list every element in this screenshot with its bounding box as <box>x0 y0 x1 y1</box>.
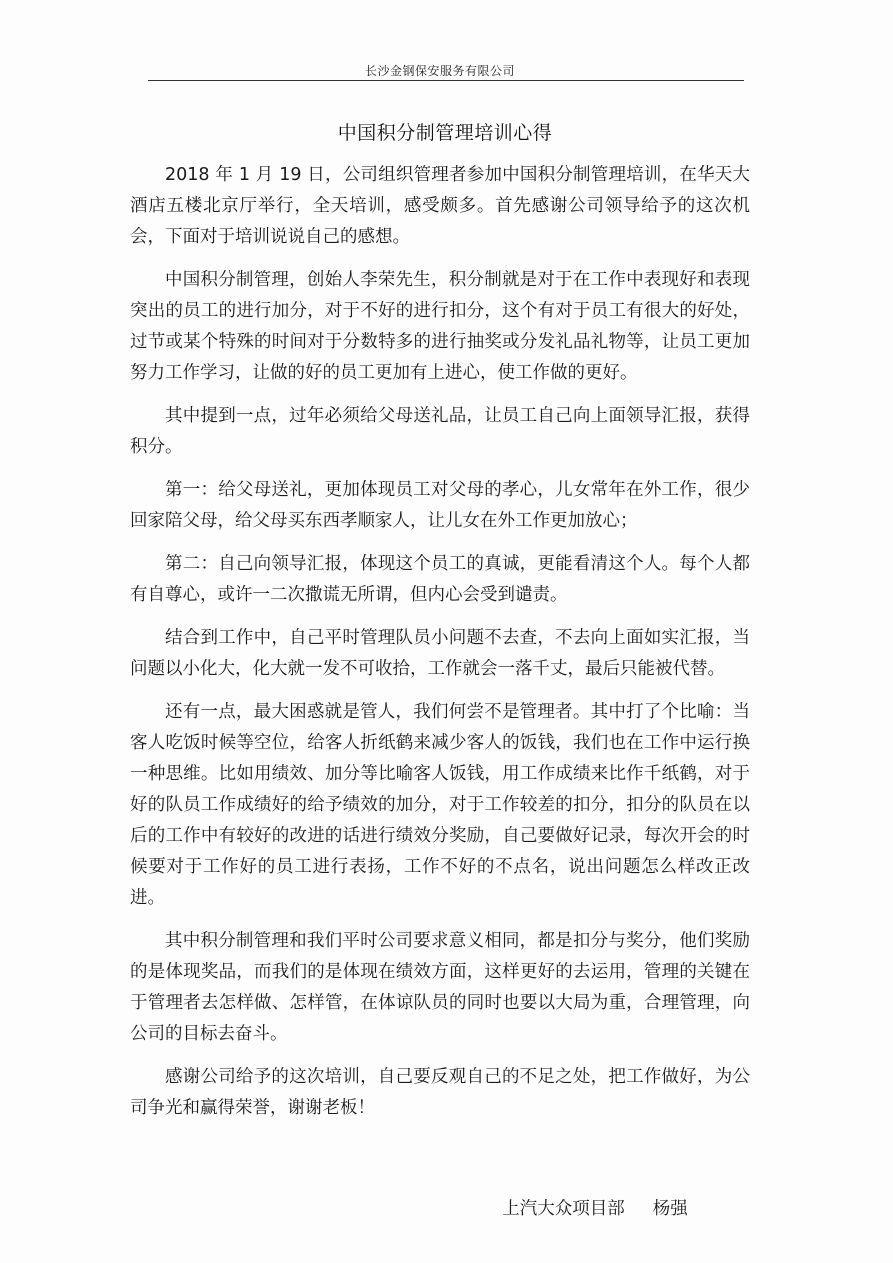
paragraph-7: 还有一点，最大困惑就是管人，我们何尝不是管理者。其中打了个比喻：当客人吃饭时候等空位，给客人折纸鹤来减少客人的饭钱，我们也在工作中运行换一种思维。比如用绩效、加分等比喻客人饭钱，用工作成绩来比作千纸鹤，对于好的队员工作成绩好的给予绩效的加分，对于工作较差的扣分，扣分的队员在以后的工作中有较好的改进的话进行绩效分奖励，自己要做好记录，每次开会的时候要对于工作好的员工进行表扬，工作不好的不点名，说出问题怎么样改正改进。 <box>130 702 750 908</box>
paragraph-4: 第一：给父母送礼，更加体现员工对父母的孝心，儿女常年在外工作，很少回家陪父母，给父母买东西孝顺家人，让儿女在外工作更加放心； <box>130 480 750 531</box>
header-company-name: 长沙金钢保安服务有限公司 <box>364 64 515 78</box>
signature-organization: 上汽大众项目部 <box>502 1199 625 1219</box>
document-title: 中国积分制管理培训心得 <box>337 122 553 144</box>
paragraph-3: 其中提到一点，过年必须给父母送礼品，让员工自己向上面领导汇报，获得积分。 <box>130 406 750 457</box>
paragraph-2: 中国积分制管理，创始人李荣先生，积分制就是对于在工作中表现好和表现突出的员工的进行加分，对于不好的进行扣分，这个有对于员工有很大的好处，过节或某个特殊的时间对于分数特多的进行抽奖或分发礼品礼物等，让员工更加努力工作学习，让做的好的员工更加有上进心，使工作做的更好。 <box>130 270 750 383</box>
paragraph-8: 其中积分制管理和我们平时公司要求意义相同，都是扣分与奖分，他们奖励的是体现奖品，而我们的是体现在绩效方面，这样更好的去运用，管理的关键在于管理者去怎样做、怎样管，在体谅队员的同时也要以大局为重，合理管理，向公司的目标去奋斗。 <box>130 931 750 1044</box>
signature-block <box>480 1175 740 1240</box>
document-body <box>130 160 750 1136</box>
paragraph-9: 感谢公司给予的这次培训，自己要反观自己的不足之处，把工作做好，为公司争光和赢得荣誉，谢谢老板！ <box>130 1067 750 1118</box>
header-divider <box>148 80 744 81</box>
signature-name: 杨强 <box>652 1199 688 1219</box>
paragraph-5: 第二：自己向领导汇报，体现这个员工的真诚，更能看清这个人。每个人都有自尊心，或许一二次撒谎无所谓，但内心会受到谴责。 <box>130 554 750 605</box>
paragraph-1: 2018 年 1 月 19 日，公司组织管理者参加中国积分制管理培训，在华天大酒店五楼北京厅举行，全天培训，感受颇多。首先感谢公司领导给予的这次机会，下面对于培训说说自己的感想。 <box>130 165 750 247</box>
paragraph-6: 结合到工作中，自己平时管理队员小问题不去查，不去向上面如实汇报，当问题以小化大，化大就一发不可收拾，工作就会一落千丈，最后只能被代替。 <box>130 628 750 679</box>
